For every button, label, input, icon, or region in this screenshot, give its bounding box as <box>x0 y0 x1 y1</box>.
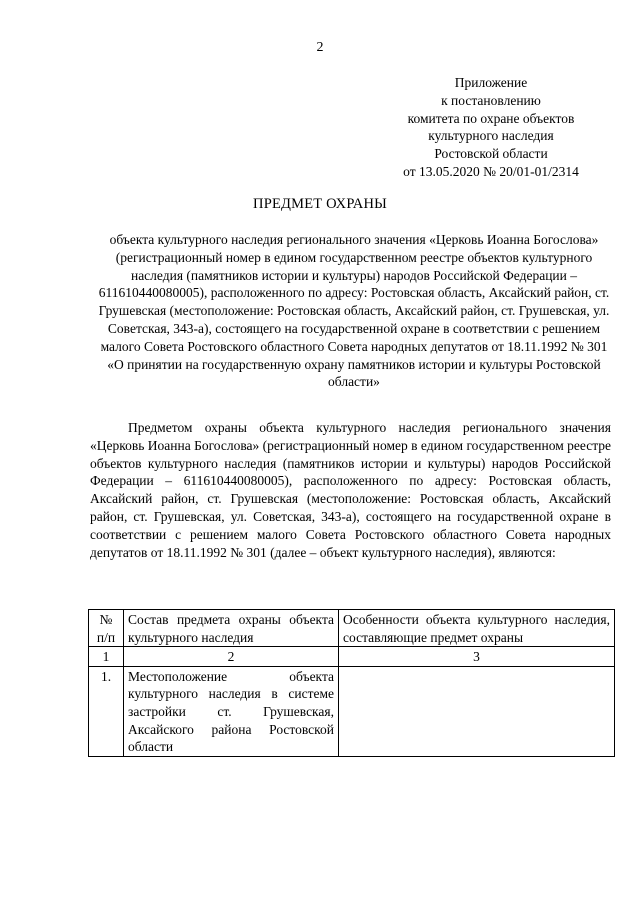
document-title: ПРЕДМЕТ ОХРАНЫ <box>253 196 387 212</box>
header-cell-features: Особенности объекта культурного наследия, составляющие предмет охраны <box>339 610 615 647</box>
document-subtitle: объекта культурного наследия регионального значения «Церковь Иоанна Богослова» (регистрационный номер в едином государственном реестре объектов культурного наследия (памятников истории и культуры) народов Российской Федерации – 611610440080005), расположенного по адресу: Ростовская область, Аксайский район, ст. Грушевская (местоположение: Ростовская область, Аксайский район, ст. Грушевская, ул. Советская, 343-а), состоящего на государственной охране в соответствии с решением малого Совета Ростовского областного Совета народных депутатов от 18.11.1992 № 301 «О принятии на государственную охрану памятников истории и культуры Ростовской области» <box>98 232 610 390</box>
body-paragraph: Предметом охраны объекта культурного наследия регионального значения «Церковь Иоанна Богослова» (регистрационный номер в едином государственном реестре объектов культурного наследия (памятников истории и культуры) народов Российской Федерации – 611610440080005), расположенного по адресу: Ростовская область, Аксайский район, ст. Грушевская (местоположение: Ростовская область, Аксайский район, ст. Грушевская, ул. Советская, 343-а), состоящего на государственной охране в соответствии с решением малого Совета Ростовского областного Совета народных депутатов от 18.11.1992 № 301 (далее – объект культурного наследия), являются: <box>90 420 611 560</box>
table-row <box>89 666 615 756</box>
column-number-row <box>89 647 615 667</box>
appendix-line: комитета по охране объектов <box>407 110 575 126</box>
appendix-line: Приложение <box>454 75 528 90</box>
table-header-row <box>89 610 615 647</box>
column-number-cell: 2 <box>124 647 339 667</box>
page-number: 2 <box>316 40 324 55</box>
appendix-line: Ростовской области <box>434 146 548 162</box>
column-number-cell: 1 <box>89 647 124 667</box>
row-number-cell: 1. <box>89 666 124 756</box>
row-subject-cell: Местоположение объекта культурного наследия в системе застройки ст. Грушевская, Аксайского района Ростовской области <box>124 666 339 756</box>
row-features-cell <box>339 666 615 756</box>
protection-subject-table <box>88 609 615 757</box>
appendix-line: к постановлению <box>441 92 541 108</box>
header-cell-number: № п/п <box>89 610 124 647</box>
appendix-line: культурного наследия <box>428 128 554 144</box>
appendix-block <box>360 74 622 181</box>
header-cell-subject: Состав предмета охраны объекта культурного наследия <box>124 610 339 647</box>
appendix-line: от 13.05.2020 № 20/01-01/2314 <box>403 163 579 179</box>
column-number-cell: 3 <box>339 647 615 667</box>
